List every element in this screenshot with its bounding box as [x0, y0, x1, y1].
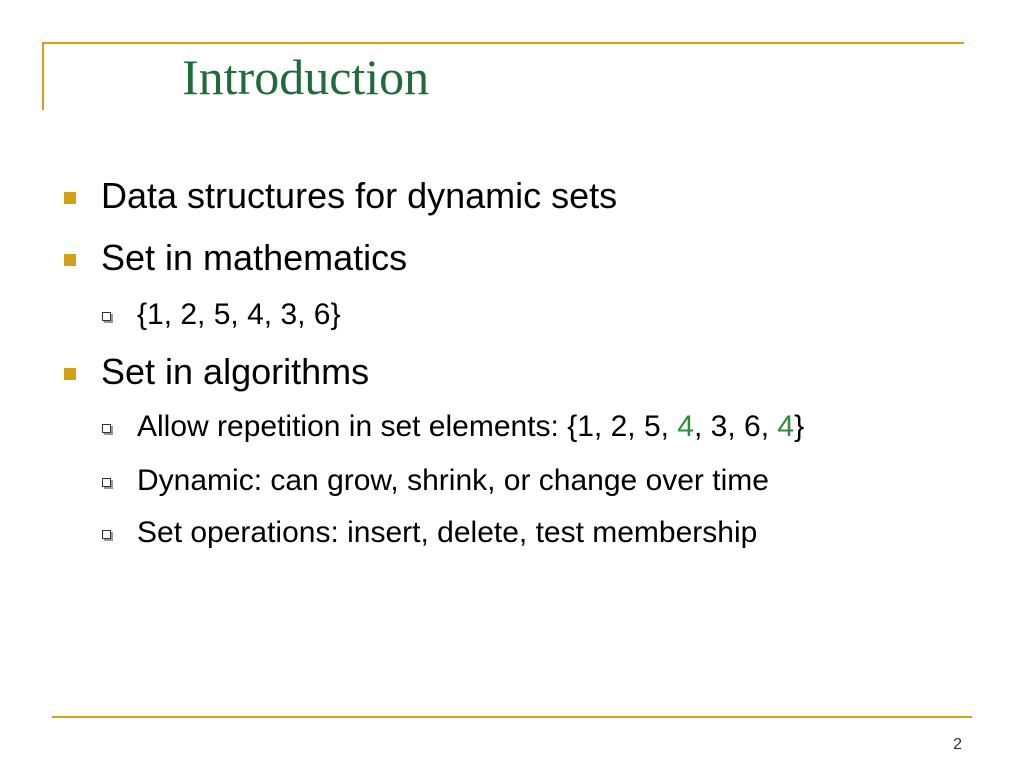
sub-bullet-text: Dynamic: can grow, shrink, or change over time	[137, 464, 769, 497]
page-number: 2	[953, 736, 962, 753]
sub-bullet-text-part: , 3, 6,	[693, 410, 778, 443]
bullet-text: Set in algorithms	[101, 351, 370, 392]
bullet-text: Data structures for dynamic sets	[101, 175, 618, 216]
sub-bullet-text-part: Allow repetition in set elements: {1, 2, 5,	[137, 410, 678, 443]
left-rule-divider	[42, 42, 44, 110]
filled-square-bullet-icon	[64, 368, 76, 380]
highlighted-repeated-element: 4	[677, 410, 694, 443]
filled-square-bullet-icon	[64, 254, 76, 266]
bottom-rule-divider	[52, 716, 972, 718]
hollow-square-bullet-icon	[102, 312, 111, 321]
hollow-square-bullet-icon	[102, 530, 111, 539]
slide-title: Introduction	[182, 49, 430, 105]
sub-bullet-text	[137, 408, 804, 446]
hollow-square-bullet-icon	[102, 478, 111, 487]
highlighted-repeated-element: 4	[777, 410, 795, 443]
sub-bullet-text-part: }	[794, 410, 805, 443]
bullet-text: Set in mathematics	[101, 237, 408, 278]
sub-bullet-text: {1, 2, 5, 4, 3, 6}	[137, 298, 341, 331]
filled-square-bullet-icon	[64, 192, 76, 204]
top-rule-divider	[42, 42, 964, 44]
sub-bullet-text: Set operations: insert, delete, test membership	[137, 516, 758, 549]
hollow-square-bullet-icon	[102, 424, 111, 433]
